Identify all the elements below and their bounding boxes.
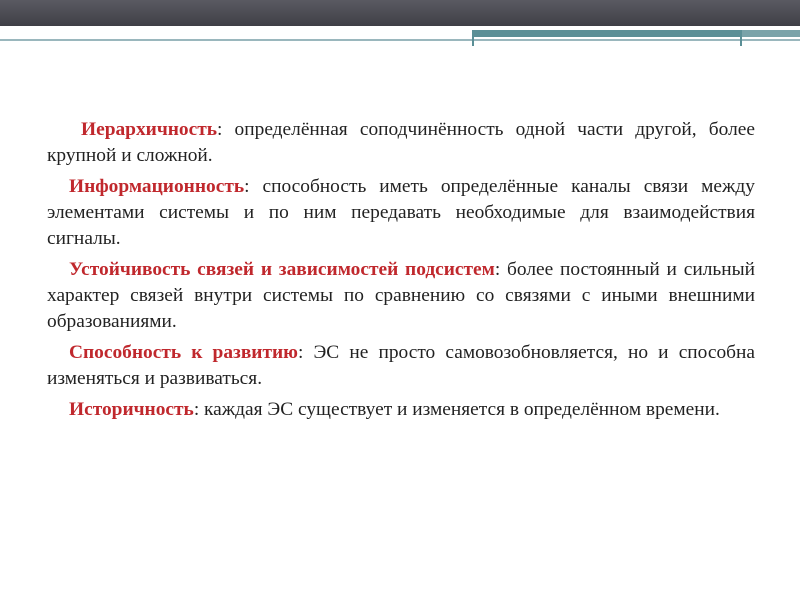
term-historicity: Историчность: [69, 399, 194, 420]
paragraph-stability: [47, 257, 755, 335]
term-separator: :: [244, 176, 250, 197]
paragraph-hierarchy: [47, 117, 755, 169]
term-hierarchy: Иерархичность: [81, 119, 218, 140]
definition-text: ЭС не просто самовозобновляется, но и способна изменяться и развиваться.: [47, 342, 756, 389]
definition-text: способность иметь определённые каналы связи между элементами системы и по ним передавать необходимые для взаимодействия сигналы.: [47, 176, 755, 249]
term-informationality: Информационность: [69, 176, 245, 197]
decorative-rule: [0, 26, 800, 50]
rule-tick-right: [740, 30, 742, 46]
definition-text: каждая ЭС существует и изменяется в определённом времени.: [199, 399, 720, 420]
rule-tick-left: [472, 30, 474, 46]
term-separator: :: [297, 342, 304, 363]
term-separator: :: [193, 399, 200, 420]
rule-accent-segment-end: [742, 30, 800, 37]
definition-text: более постоянный и сильный характер связей внутри системы по сравнению со связями с иными внешними образованиями.: [47, 259, 755, 332]
paragraph-informationality: [47, 174, 755, 252]
definition-text: определённая соподчинённость одной части другой, более крупной и сложной.: [47, 119, 755, 166]
slide-body: [47, 117, 755, 428]
term-separator: :: [494, 259, 501, 280]
rule-line: [0, 39, 800, 41]
paragraph-development: [47, 340, 755, 392]
term-separator: :: [217, 119, 223, 140]
term-stability: Устойчивость связей и зависимостей подсистем: [69, 259, 495, 280]
rule-accent-segment: [472, 30, 740, 37]
term-development: Способность к развитию: [69, 342, 298, 363]
paragraph-historicity: [47, 397, 755, 423]
header-bar: [0, 0, 800, 26]
